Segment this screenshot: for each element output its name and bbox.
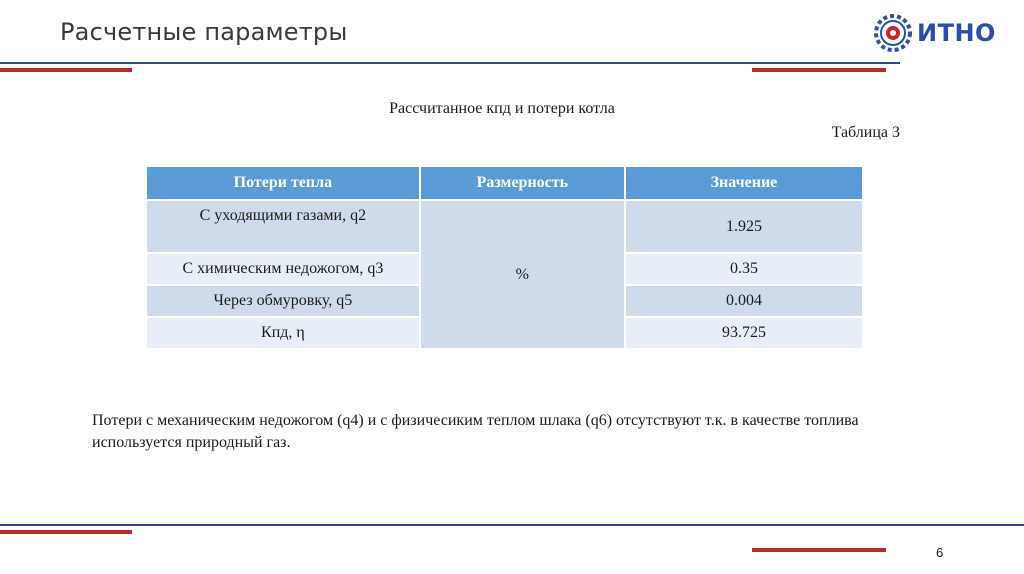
itno-logo	[873, 12, 1013, 54]
row-name: С уходящими газами, q2	[146, 200, 420, 253]
bottom-divider	[0, 524, 1024, 526]
bottom-left-accent	[0, 530, 132, 534]
top-divider	[0, 62, 900, 64]
row-name: С химическим недожогом, q3	[146, 253, 420, 285]
gear-logo-icon	[873, 13, 913, 53]
top-left-accent	[0, 68, 132, 72]
table-caption: Рассчитанное кпд и потери котла	[389, 100, 615, 117]
slide-title: Расчетные параметры	[60, 18, 348, 46]
bottom-right-accent	[752, 548, 886, 552]
page-number: 6	[936, 545, 944, 560]
row-value: 0.004	[625, 285, 863, 317]
logo-text: ИТНО	[917, 19, 996, 47]
row-value: 93.725	[625, 317, 863, 349]
losses-table	[145, 165, 864, 350]
note-paragraph: Потери с механическим недожогом (q4) и с физичесиким теплом шлака (q6) отсутствуют т.к. в качестве топлива используется природный газ.	[92, 412, 859, 451]
table-header-row	[146, 166, 863, 200]
top-right-accent	[752, 68, 886, 72]
header-heat-loss: Потери тепла	[146, 166, 420, 200]
unit-cell: %	[420, 200, 625, 349]
row-name: Через обмуровку, q5	[146, 285, 420, 317]
table-row	[146, 200, 863, 253]
row-value: 1.925	[625, 200, 863, 253]
table-number: Таблица 3	[831, 124, 900, 141]
header-unit: Размерность	[420, 166, 625, 200]
row-name: Кпд, η	[146, 317, 420, 349]
row-value: 0.35	[625, 253, 863, 285]
header-value: Значение	[625, 166, 863, 200]
